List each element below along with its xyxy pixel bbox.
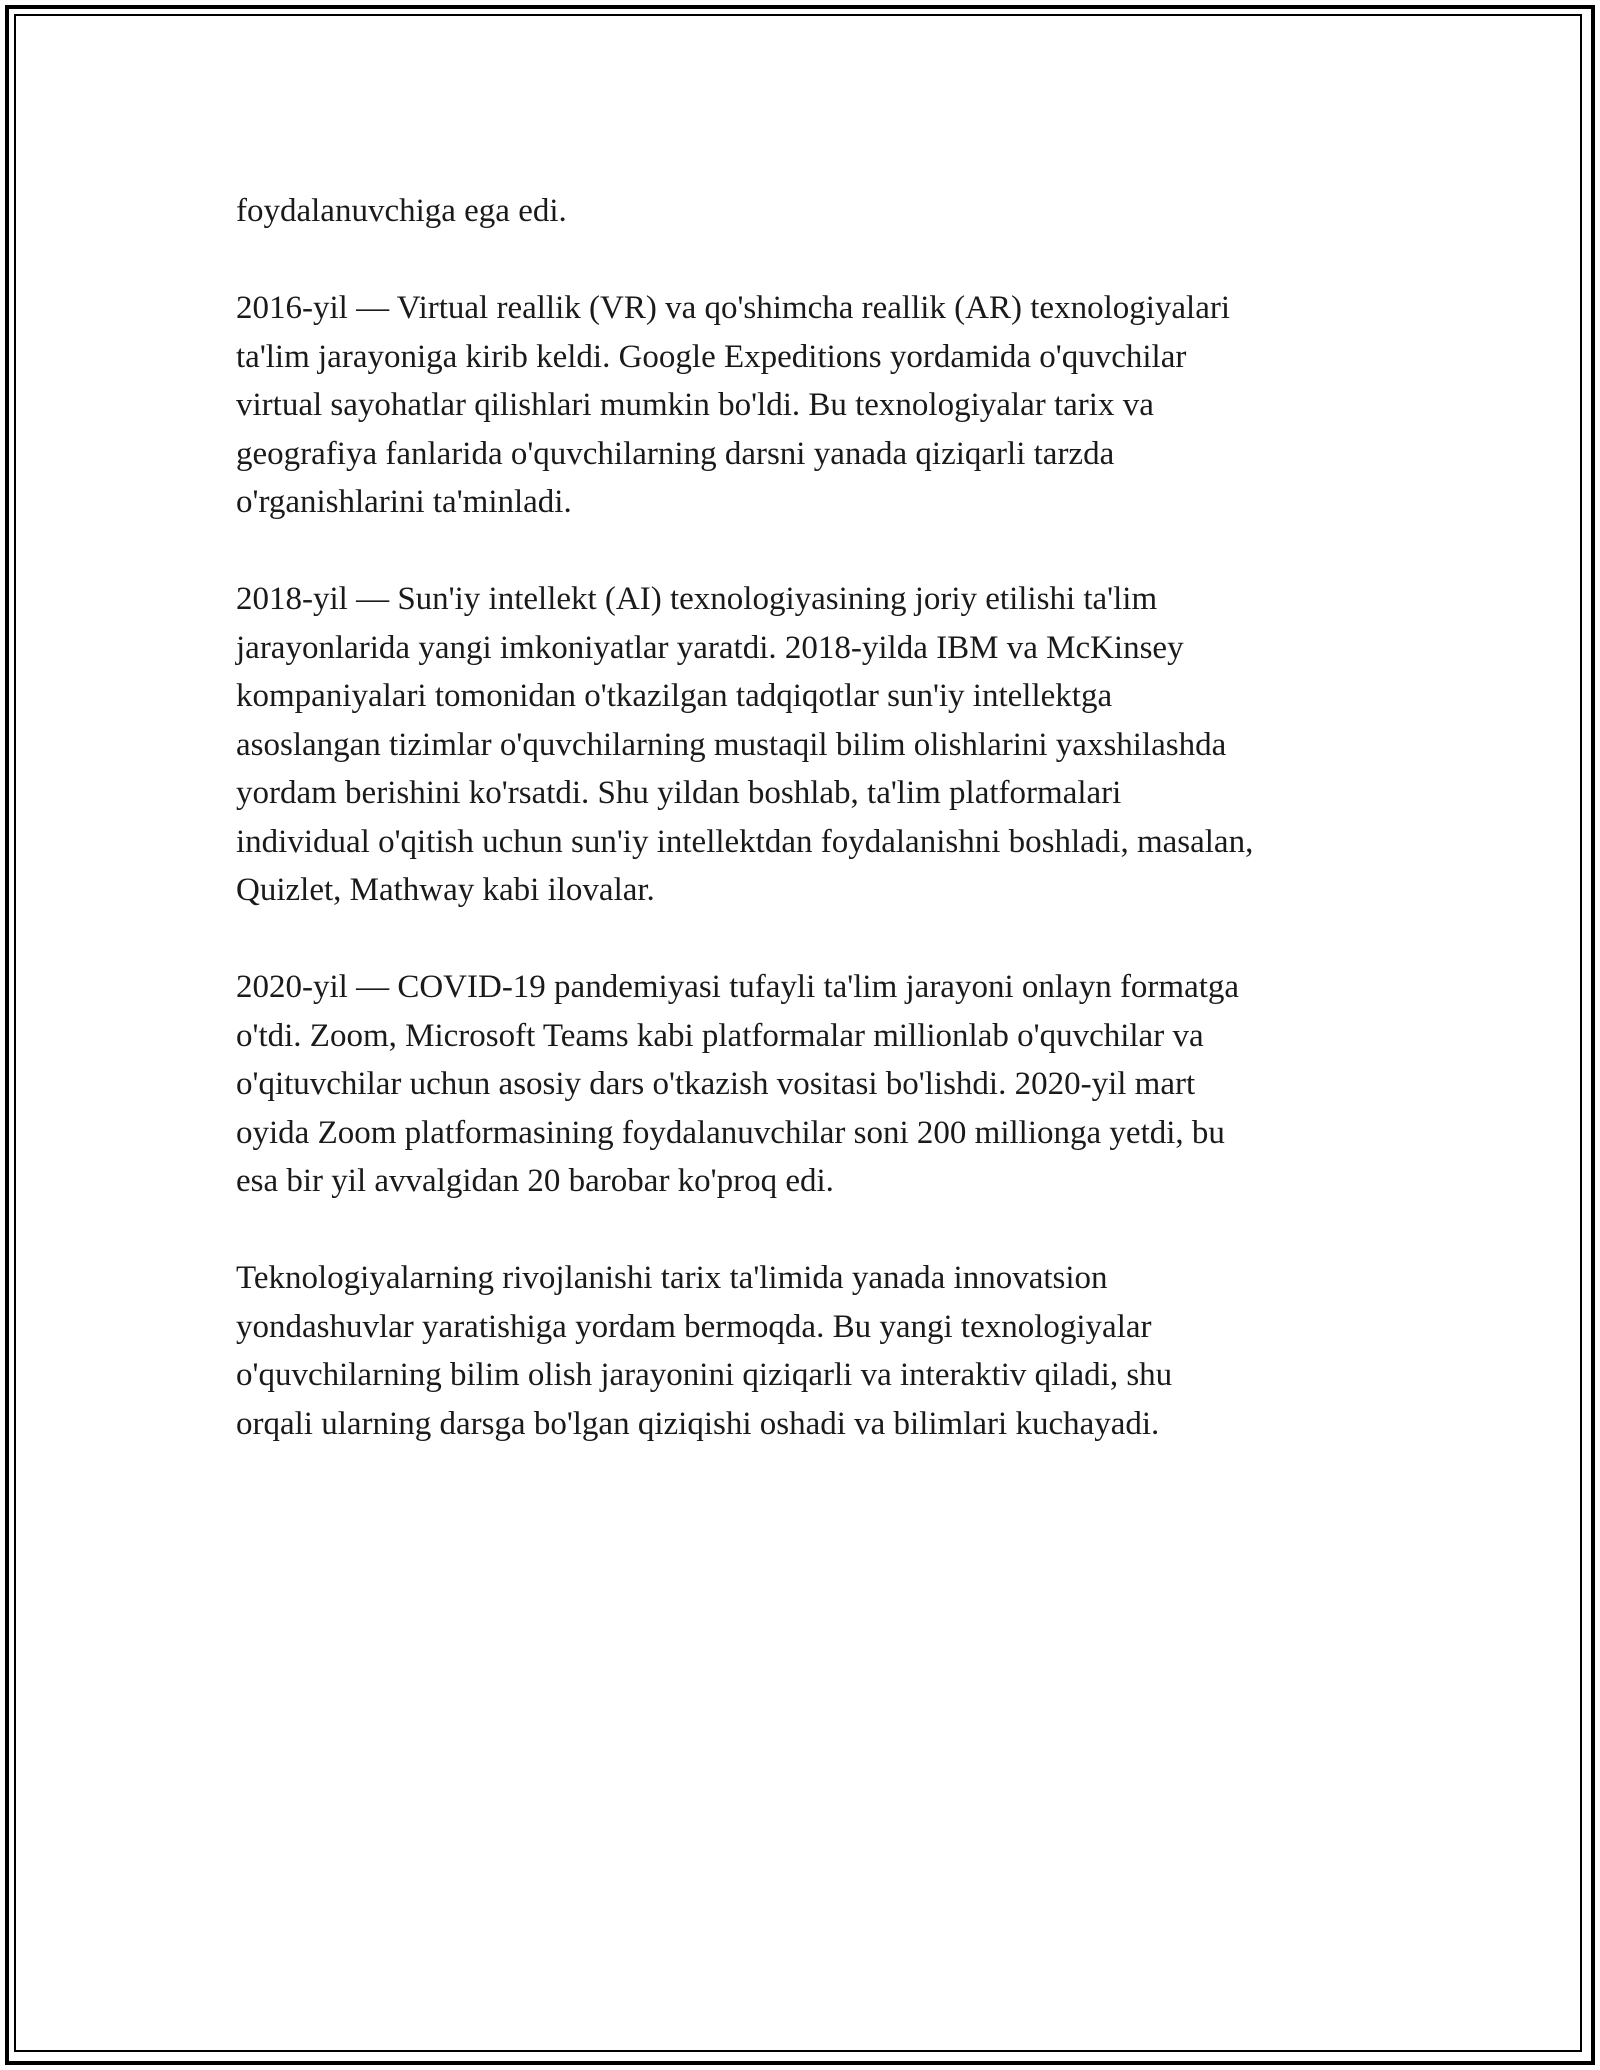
paragraph-2018: 2018-yil — Sun'iy intellekt (AI) texnologiyasining joriy etilishi ta'lim jarayonlarida yangi imkoniyatlar yaratdi. 2018-yilda IBM va McKinsey kompaniyalari tomonidan o'tkazilgan tadqiqotlar sun'iy intellektga asoslangan tizimlar o'quvchilarning mustaqil bilim olishlarini yaxshilashda yordam berishini ko'rsatdi. Shu yildan boshlab, ta'lim platformalari individual o'qitish uchun sun'iy intellektdan foydalanishni boshladi, masalan, Quizlet, Mathway kabi ilovalar.: [236, 581, 1254, 908]
paragraph-continuation: foydalanuvchiga ega edi.: [236, 193, 567, 229]
paragraph-2020: 2020-yil — COVID-19 pandemiyasi tufayli ta'lim jarayoni onlayn formatga o'tdi. Zoom, Microsoft Teams kabi platformalar millionlab o'quvchilar va o'qituvchilar uchun asosiy dars o'tkazish vositasi bo'lishdi. 2020-yil mart oyida Zoom platformasining foydalanuvchilar soni 200 millionga yetdi, bu esa bir yil avvalgidan 20 barobar ko'proq edi.: [236, 969, 1240, 1199]
paragraph-2016: 2016-yil — Virtual reallik (VR) va qo'shimcha reallik (AR) texnologiyalari ta'lim jarayoniga kirib keldi. Google Expeditions yordamida o'quvchilar virtual sayohatlar qilishlari mumkin bo'ldi. Bu texnologiyalar tarix va geografiya fanlarida o'quvchilarning darsni yanada qiziqarli tarzda o'rganishlarini ta'minladi.: [236, 290, 1231, 520]
paragraph-conclusion: Teknologiyalarning rivojlanishi tarix ta'limida yanada innovatsion yondashuvlar yaratishiga yordam bermoqda. Bu yangi texnologiyalar o'quvchilarning bilim olish jarayonini qiziqarli va interaktiv qiladi, shu orqali ularning darsga bo'lgan qiziqishi oshadi va bilimlari kuchayadi.: [236, 1260, 1173, 1442]
document-body: [236, 187, 1386, 1497]
